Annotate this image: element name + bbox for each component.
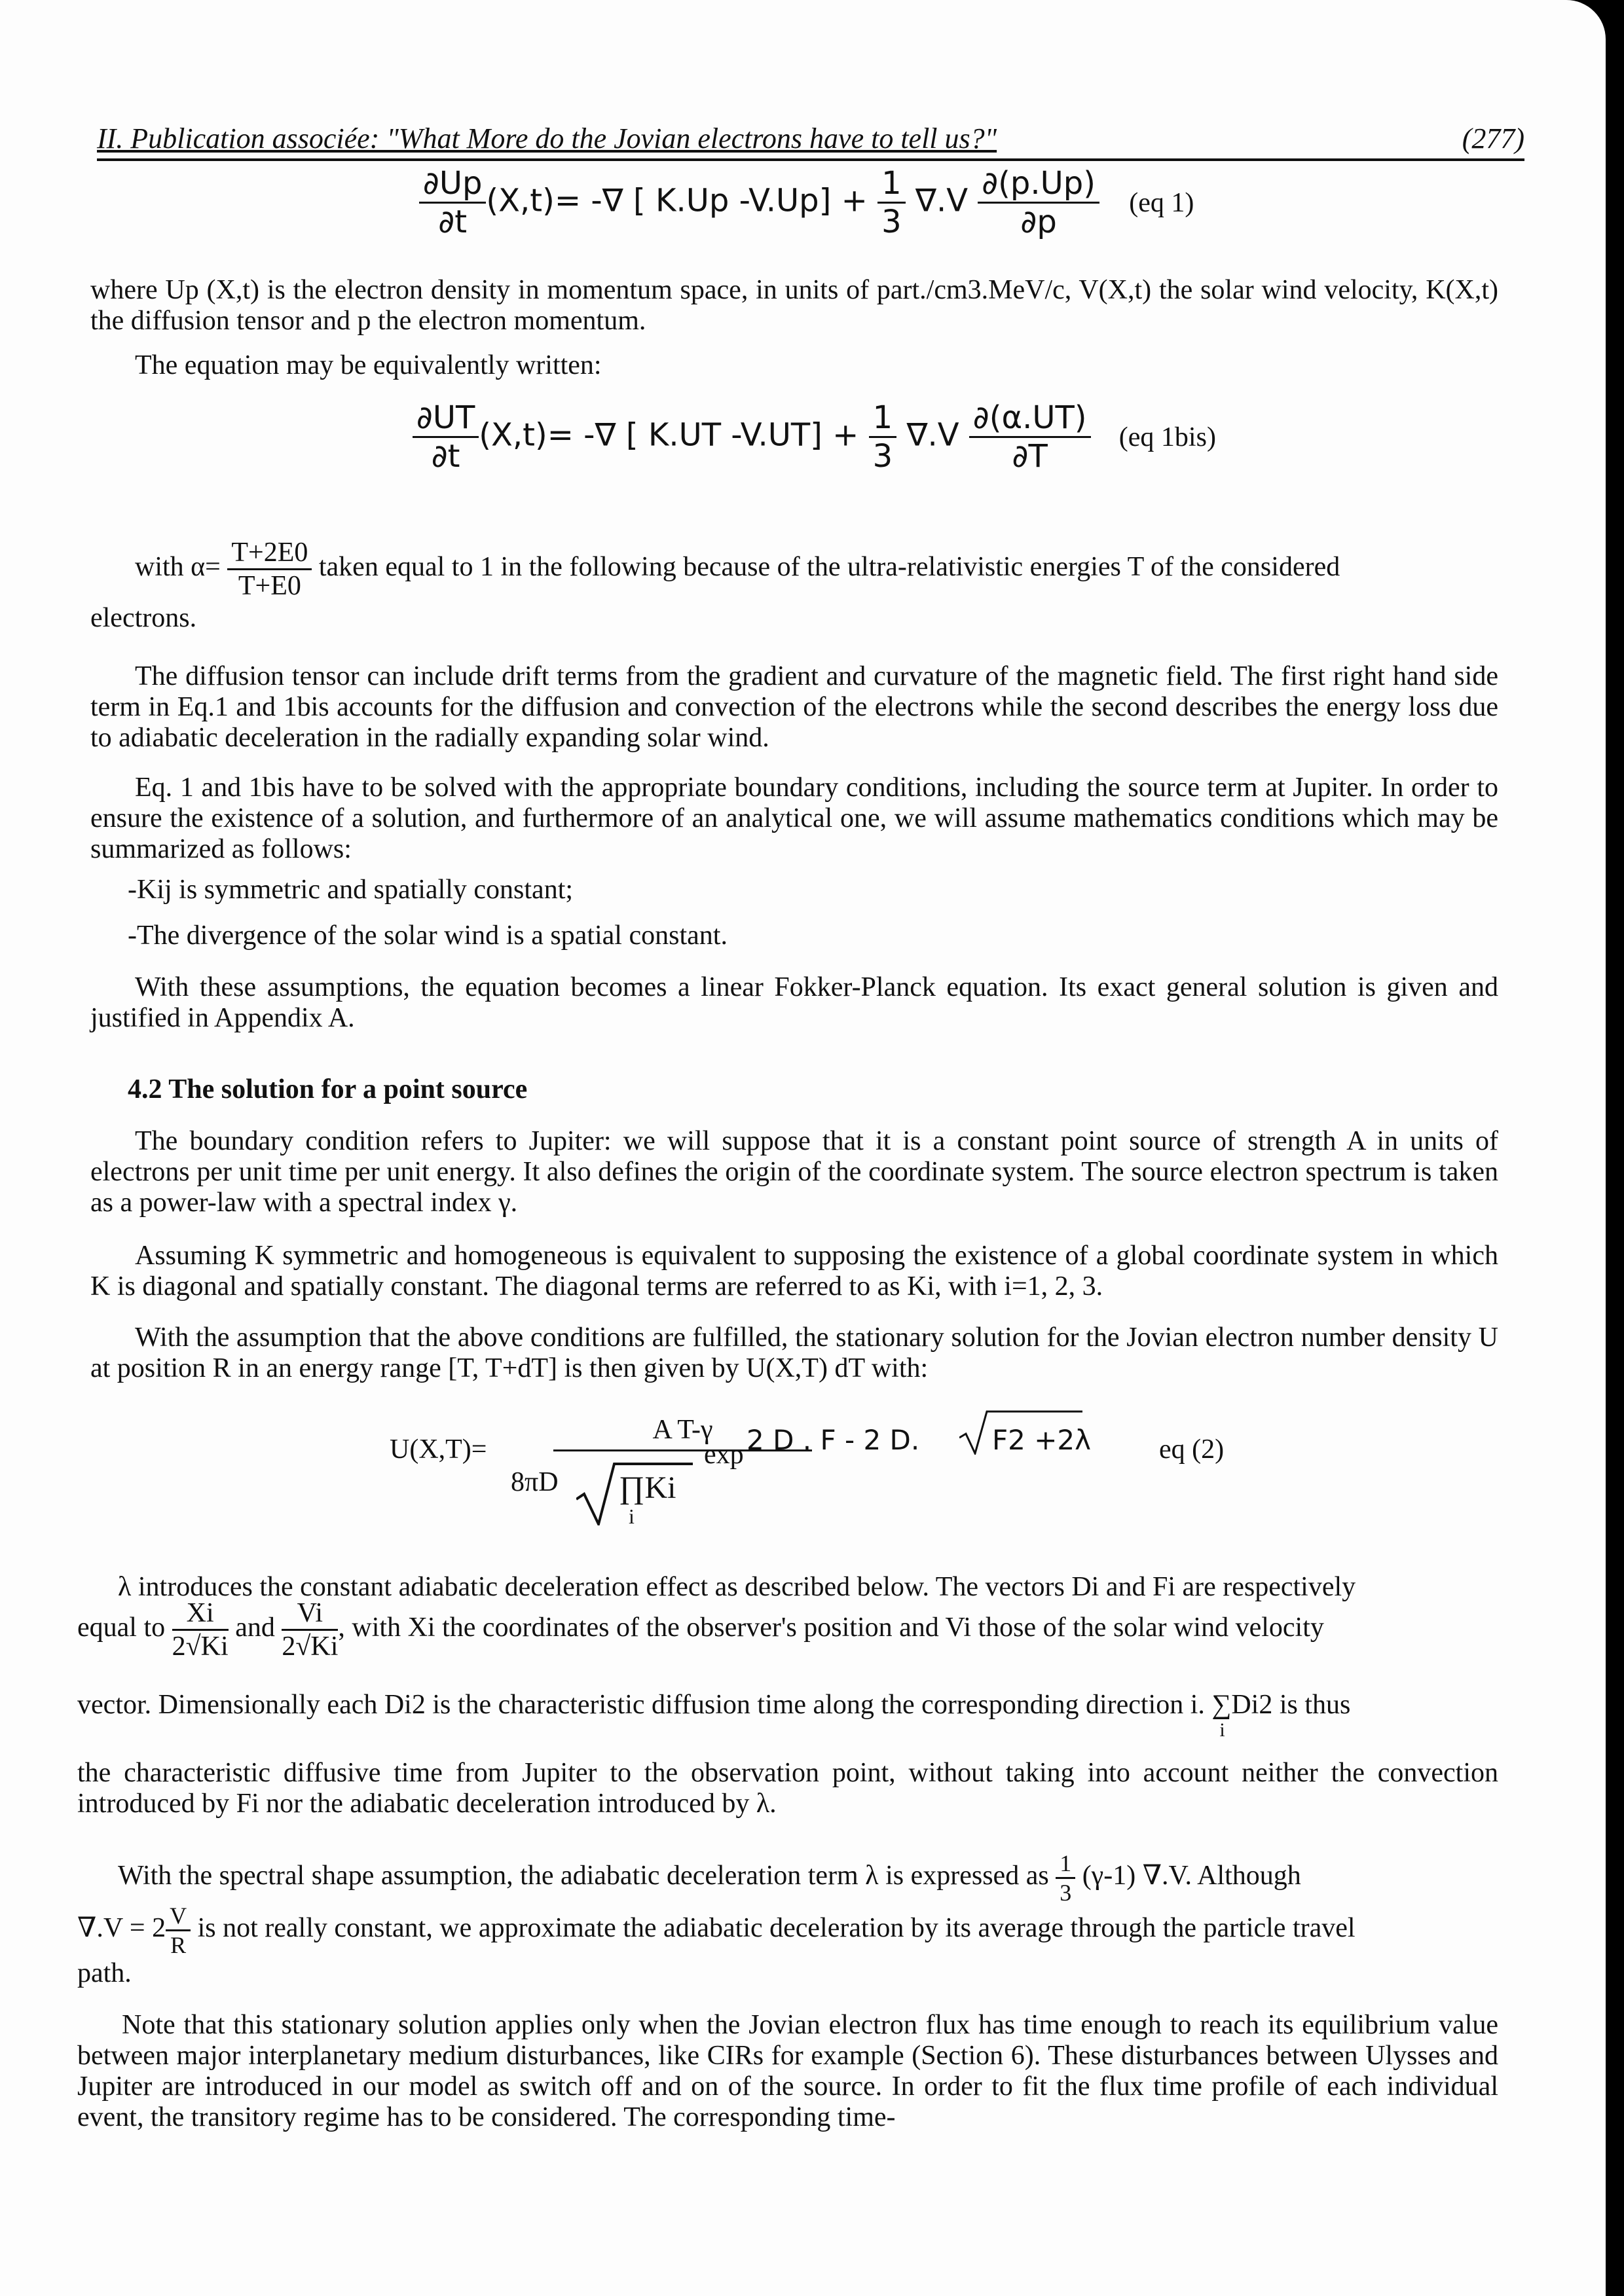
eq1-rhs-fraction	[978, 165, 1099, 240]
di-fi-description: , with Xi the coordinates of the observer's position and Vi those of the solar wind velocity	[338, 1613, 1324, 1643]
diffusion-time-text: vector. Dimensionally each Di2 is the characteristic diffusion time along the corresponding direction i.	[77, 1690, 1205, 1720]
one-third-num: 1	[1056, 1850, 1075, 1879]
di-fraction	[172, 1597, 229, 1662]
and-label: and	[235, 1613, 275, 1643]
eq1bis-rhs-num: ∂(α.UT)	[969, 399, 1091, 438]
v-over-r-fraction	[166, 1902, 191, 1959]
running-header	[97, 122, 1524, 161]
paragraph-6: The boundary condition refers to Jupiter: we will suppose that it is a constant point source of strength A in units of electrons per unit time per unit energy. It also defines the origin of the coordinate system. The source electron spectrum is taken as a power-law with a spectral index γ.	[90, 1126, 1498, 1218]
fi-den: 2√Ki	[282, 1631, 339, 1662]
equation-1bis	[413, 399, 1216, 475]
paragraph-1: where Up (X,t) is the electron density in momentum space, in units of part./cm3.MeV/c, V(X,t) the solar wind velocity, K(X,t) the diffusion tensor and p the electron momentum.	[90, 275, 1498, 336]
alpha-num: T+2E0	[227, 537, 312, 570]
eq1bis-third-num: 1	[869, 399, 897, 438]
equal-to-label: equal to	[77, 1613, 166, 1643]
eq1bis-rhs-den: ∂T	[1012, 438, 1048, 475]
lambda-expression-after: (γ-1) ∇.V. Although	[1082, 1861, 1301, 1891]
paragraph-9-line-2	[77, 1597, 1324, 1662]
eq1bis-lhs-den: ∂t	[431, 438, 460, 475]
sum-subscript: i	[1219, 1719, 1225, 1741]
eq2-denominator-left: 8πD	[511, 1467, 559, 1497]
paragraph-4: Eq. 1 and 1bis have to be solved with the appropriate boundary conditions, including the source term at Jupiter. In order to ensure the existence of a solution, and furthermore of an analytical one, we will assume mathematics conditions which may be summarized as follows:	[90, 773, 1498, 864]
header-title: II. Publication associée: "What More do the Jovian electrons have to tell us?"	[97, 122, 997, 155]
scan-edge	[1606, 0, 1624, 2296]
paragraph-9-rest: the characteristic diffusive time from Jupiter to the observation point, without taking into account neither the convection introduced by Fi nor the adiabatic deceleration introduced by λ.	[77, 1758, 1498, 1819]
eq2-exp: exp	[704, 1440, 744, 1470]
eq2-lhs: U(X,T)=	[390, 1434, 487, 1465]
paragraph-3: The diffusion tensor can include drift terms from the gradient and curvature of the magnetic field. The first right hand side term in Eq.1 and 1bis accounts for the diffusion and convection of the electrons while the second describes the energy loss due to adiabatic deceleration in the radially expanding solar wind.	[90, 661, 1498, 753]
eq1bis-body: (X,t)= -∇ [ K.UT -V.UT] +	[479, 416, 859, 454]
condition-1: -Kij is symmetric and spatially constant;	[128, 875, 574, 905]
r-den: R	[170, 1932, 187, 1958]
is-thus-label: is thus	[1279, 1690, 1351, 1720]
di-num: Xi	[172, 1597, 229, 1631]
eq1bis-operator: ∇.V	[906, 416, 959, 454]
paragraph-8: With the assumption that the above conditions are fulfilled, the stationary solution for the Jovian electron number density U at position R in an energy range [T, T+dT] is then given by U(X,T) dT with:	[90, 1322, 1498, 1383]
eq1bis-tag: (eq 1bis)	[1118, 422, 1216, 452]
paragraph-9-line-3	[77, 1689, 1351, 1741]
fi-fraction	[282, 1597, 338, 1662]
eq1bis-third	[869, 399, 897, 475]
paragraph-2: The equation may be equivalently written:	[135, 350, 602, 380]
eq2-product: ∏Ki	[619, 1470, 676, 1505]
eq1bis-rhs-fraction	[969, 399, 1091, 475]
eq1-rhs-num: ∂(p.Up)	[978, 165, 1099, 204]
alpha-suffix: taken equal to 1 in the following because of the ultra-relativistic energies T of the considered	[318, 552, 1340, 583]
fi-num: Vi	[282, 1597, 338, 1631]
condition-2: -The divergence of the solar wind is a spatial constant.	[128, 920, 728, 951]
eq1-tag: (eq 1)	[1129, 187, 1194, 218]
eq1-third-num: 1	[877, 165, 906, 204]
divergence-text: is not really constant, we approximate the adiabatic deceleration by its average through the particle travel	[197, 1913, 1356, 1944]
paragraph-9-line-1: λ introduces the constant adiabatic deceleration effect as described below. The vectors Di and Fi are respectively	[118, 1572, 1356, 1602]
eq2-numerator: A T-γ	[553, 1414, 812, 1451]
paragraph-7: Assuming K symmetric and homogeneous is equivalent to supposing the existence of a global coordinate system in which K is diagonal and spatially constant. The diagonal terms are referred to as Ki, with i=1, 2, 3.	[90, 1241, 1498, 1302]
alpha-definition	[135, 537, 1340, 602]
lambda-expression-text: With the spectral shape assumption, the adiabatic deceleration term λ is expressed as	[118, 1861, 1049, 1891]
sum-di2: ∑Di2	[1211, 1690, 1273, 1720]
eq1bis-lhs-fraction	[413, 399, 479, 475]
paragraph-10-line-3: path.	[77, 1958, 132, 1988]
eq1-third-den: 3	[881, 204, 902, 240]
v-num: V	[166, 1902, 191, 1931]
eq2-exponent: 2 D . F - 2 D.	[747, 1424, 920, 1456]
eq1-lhs-fraction	[419, 165, 486, 240]
eq1-body: (X,t)= -∇ [ K.Up -V.Up] +	[486, 182, 868, 219]
eq1-lhs-den: ∂t	[438, 204, 468, 240]
paragraph-10-line-2	[77, 1902, 1356, 1959]
eq2-tag: eq (2)	[1159, 1434, 1225, 1465]
alpha-den: T+E0	[238, 571, 301, 601]
eq1-third	[877, 165, 906, 240]
eq1-rhs-den: ∂p	[1020, 204, 1057, 240]
eq1bis-third-den: 3	[872, 438, 893, 475]
alpha-prefix: with α=	[135, 552, 221, 583]
eq2-product-subscript: i	[629, 1504, 635, 1528]
divergence-prefix: ∇.V = 2	[77, 1913, 166, 1944]
eq1-operator: ∇.V	[915, 182, 969, 219]
eq1-lhs-num: ∂Up	[419, 165, 486, 204]
eq1bis-lhs-num: ∂UT	[413, 399, 479, 438]
page-number: (277)	[1462, 122, 1524, 155]
one-third-den: 3	[1060, 1880, 1072, 1906]
eq2-sqrt-body: F2 +2λ	[992, 1424, 1091, 1456]
equation-1	[419, 165, 1194, 240]
section-heading: 4.2 The solution for a point source	[128, 1074, 528, 1104]
alpha-fraction	[227, 537, 312, 602]
one-third-fraction	[1056, 1850, 1075, 1906]
equation-2	[390, 1408, 1241, 1552]
alpha-continuation: electrons.	[90, 603, 197, 633]
paragraph-10-line-1	[118, 1850, 1301, 1906]
paragraph-5: With these assumptions, the equation becomes a linear Fokker-Planck equation. Its exact general solution is given and justified in Appendix A.	[90, 972, 1498, 1033]
paragraph-11: Note that this stationary solution applies only when the Jovian electron flux has time enough to reach its equilibrium value between major interplanetary medium disturbances, like CIRs for example (Section 6). These disturbances between Ulysses and Jupiter are introduced in our model as switch off and on of the source. In order to fit the flux time profile of each individual event, the transitory regime has to be considered. The corresponding time-	[77, 2010, 1498, 2132]
di-den: 2√Ki	[172, 1631, 229, 1662]
